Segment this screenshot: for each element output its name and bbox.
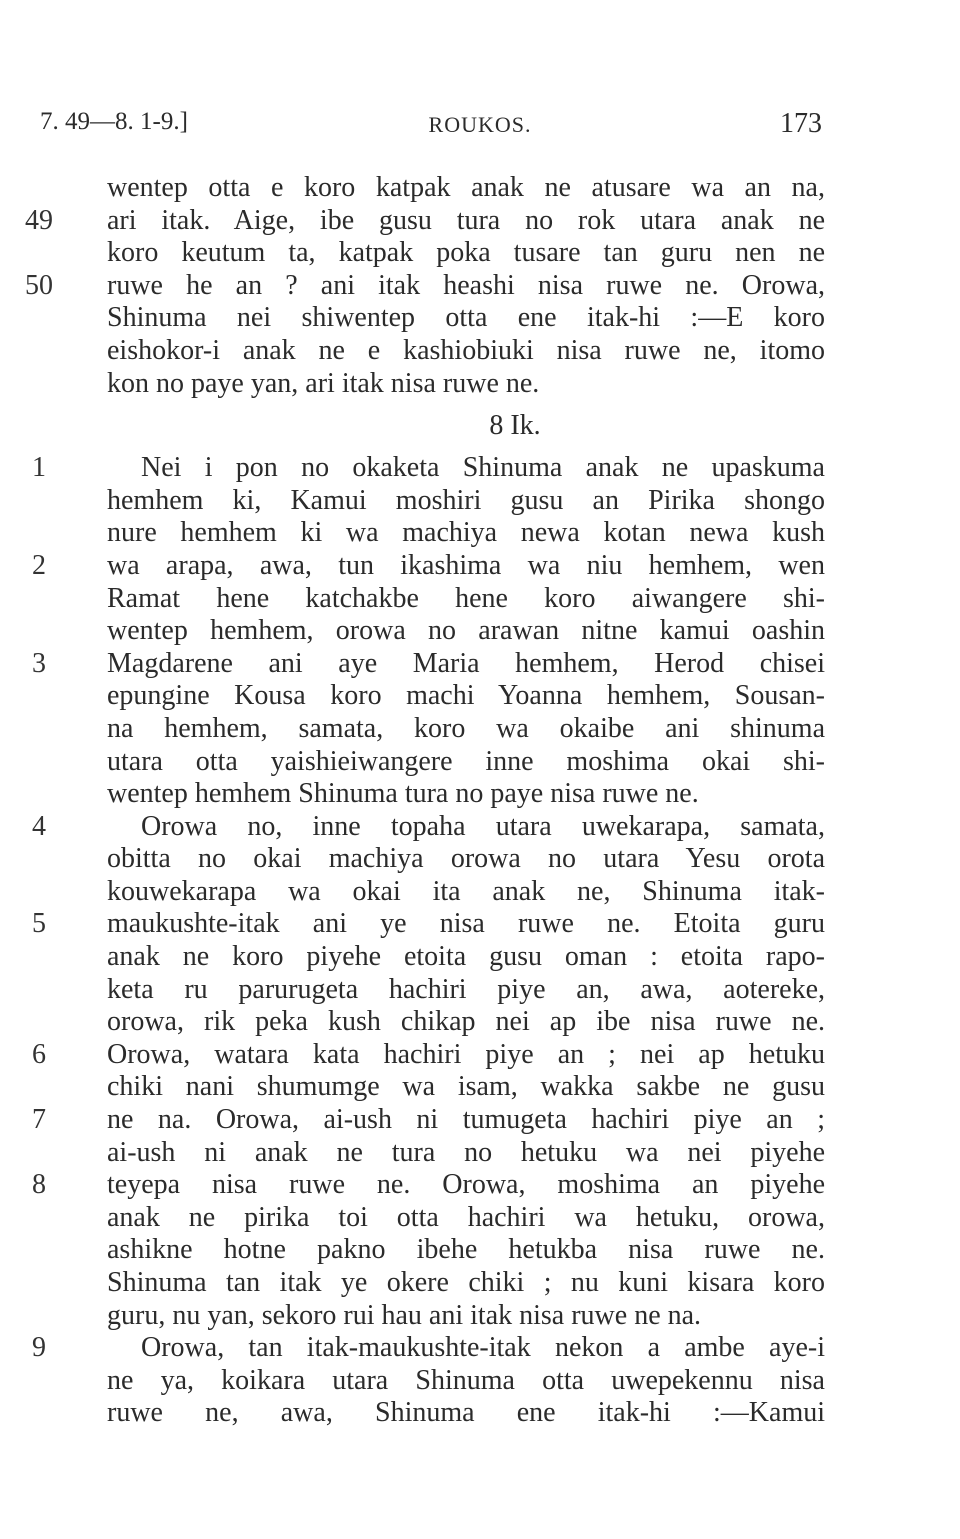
line-text: ari itak. Aige, ibe gusu tura no rok utara anak ne	[107, 204, 825, 236]
line-text: guru, nu yan, sekoro rui hau ani itak nisa ruwe ne na.	[107, 1299, 702, 1331]
text-line	[0, 713, 960, 746]
text-line	[0, 1169, 960, 1202]
line-text: keta ru parurugeta hachiri piye an, awa, aotereke,	[107, 973, 825, 1005]
text-line	[0, 680, 960, 713]
line-text: epungine Kousa koro machi Yoanna hemhem, Sousan-	[107, 680, 825, 712]
page-header	[0, 108, 960, 144]
text-line	[0, 876, 960, 909]
line-text: koro keutum ta, katpak poka tusare tan guru nen ne	[107, 237, 825, 269]
text-line	[0, 778, 960, 811]
page-number: 173	[780, 108, 822, 139]
line-text: Orowa, watara kata hachiri piye an ; nei ap hetuku	[107, 1038, 825, 1070]
text-line	[0, 237, 960, 270]
line-text: Orowa, tan itak-maukushte-itak nekon a ambe aye-i	[141, 1332, 825, 1364]
text-line	[0, 368, 960, 401]
line-text: anak ne koro piyehe etoita gusu oman : etoita rapo-	[107, 941, 825, 973]
page-body	[0, 172, 960, 1430]
line-text: ai-ush ni anak ne tura no hetuku wa nei piyehe	[107, 1136, 825, 1168]
line-text: nure hemhem ki wa machiya newa kotan newa kush	[107, 517, 825, 549]
verse-number: 49	[25, 204, 53, 236]
line-text: na hemhem, samata, koro wa okaibe ani shinuma	[107, 712, 825, 744]
text-line	[0, 746, 960, 779]
line-text: kon no paye yan, ari itak nisa ruwe ne.	[107, 367, 540, 399]
text-line	[0, 1267, 960, 1300]
line-text: utara otta yaishieiwangere inne moshima okai shi-	[107, 745, 825, 777]
text-line	[0, 1039, 960, 1072]
text-line	[0, 1006, 960, 1039]
verse-number: 5	[32, 908, 46, 940]
text-line	[0, 974, 960, 1007]
running-title: ROUKOS.	[428, 112, 532, 137]
text-line	[0, 452, 960, 485]
text-line	[0, 270, 960, 303]
line-text: eishokor-i anak ne e kashiobiuki nisa ruwe ne, itomo	[107, 334, 825, 366]
line-text: orowa, rik peka kush chikap nei ap ibe nisa ruwe ne.	[107, 1006, 825, 1038]
verse-number: 4	[32, 810, 46, 842]
line-text: teyepa nisa ruwe ne. Orowa, moshima an piyehe	[107, 1169, 825, 1201]
text-line	[0, 615, 960, 648]
text-line	[0, 550, 960, 583]
line-text: obitta no okai machiya orowa no utara Yesu orota	[107, 843, 825, 875]
text-line	[0, 843, 960, 876]
text-line	[0, 205, 960, 238]
line-text: ne ya, koikara utara Shinuma otta uwepekennu nisa	[107, 1364, 825, 1396]
line-text: ne na. Orowa, ai-ush ni tumugeta hachiri piye an ;	[107, 1104, 825, 1136]
verse-number: 7	[32, 1104, 46, 1136]
text-line	[0, 517, 960, 550]
text-line	[0, 1365, 960, 1398]
text-line	[0, 941, 960, 974]
verse-number: 8	[32, 1169, 46, 1201]
line-text: Shinuma tan itak ye okere chiki ; nu kuni kisara koro	[107, 1267, 825, 1298]
verse-number: 50	[25, 269, 53, 301]
line-text: wentep otta e koro katpak anak ne atusare wa an na,	[107, 172, 825, 203]
line-text: wa arapa, awa, tun ikashima wa niu hemhem, wen	[107, 549, 825, 581]
line-text: wentep hemhem Shinuma tura no paye nisa ruwe ne.	[107, 778, 699, 810]
chapter-heading: 8 Ik.	[489, 410, 541, 442]
verse-number: 2	[32, 549, 46, 581]
text-line	[0, 1202, 960, 1235]
text-line	[0, 485, 960, 518]
text-line	[0, 335, 960, 368]
verse-number: 1	[32, 452, 46, 484]
line-text: Orowa no, inne topaha utara uwekarapa, samata,	[141, 810, 825, 842]
line-text: maukushte-itak ani ye nisa ruwe ne. Etoita guru	[107, 908, 825, 940]
line-text: chiki nani shumumge wa isam, wakka sakbe ne gusu	[107, 1071, 825, 1103]
text-line	[0, 1397, 960, 1430]
text-line	[0, 583, 960, 616]
line-text: anak ne pirika toi otta hachiri wa hetuku, orowa,	[107, 1201, 825, 1233]
text-line	[0, 1137, 960, 1170]
verse-number: 9	[32, 1332, 46, 1364]
line-text: Ramat hene katchakbe hene koro aiwangere shi-	[107, 582, 825, 614]
section-chapter-8	[0, 452, 960, 1430]
line-text: ashikne hotne pakno ibehe hetukba nisa ruwe ne.	[107, 1234, 825, 1266]
text-line	[0, 1300, 960, 1333]
section-chapter-7-end	[0, 172, 960, 400]
line-text: ruwe he an ? ani itak heashi nisa ruwe ne. Orowa,	[107, 269, 825, 301]
text-line	[0, 1234, 960, 1267]
line-text: ruwe ne, awa, Shinuma ene itak-hi :—Kamui	[107, 1397, 825, 1429]
text-line	[0, 908, 960, 941]
line-text: wentep hemhem, orowa no arawan nitne kamui oashin	[107, 615, 825, 647]
line-text: Magdarene ani aye Maria hemhem, Herod chisei	[107, 647, 825, 679]
text-line	[0, 1104, 960, 1137]
verse-number: 6	[32, 1038, 46, 1070]
verse-range-reference: 7. 49—8. 1-9.]	[40, 108, 188, 135]
verse-number: 3	[32, 647, 46, 679]
text-line	[0, 811, 960, 844]
text-line	[0, 302, 960, 335]
text-line	[0, 1332, 960, 1365]
line-text: Shinuma nei shiwentep otta ene itak-hi :—E koro	[107, 302, 825, 334]
line-text: Nei i pon no okaketa Shinuma anak ne upaskuma	[141, 452, 825, 484]
text-line	[0, 172, 960, 205]
line-text: kouwekarapa wa okai ita anak ne, Shinuma itak-	[107, 875, 825, 907]
line-text: hemhem ki, Kamui moshiri gusu an Pirika shongo	[107, 484, 825, 516]
text-line	[0, 648, 960, 681]
text-line	[0, 1071, 960, 1104]
